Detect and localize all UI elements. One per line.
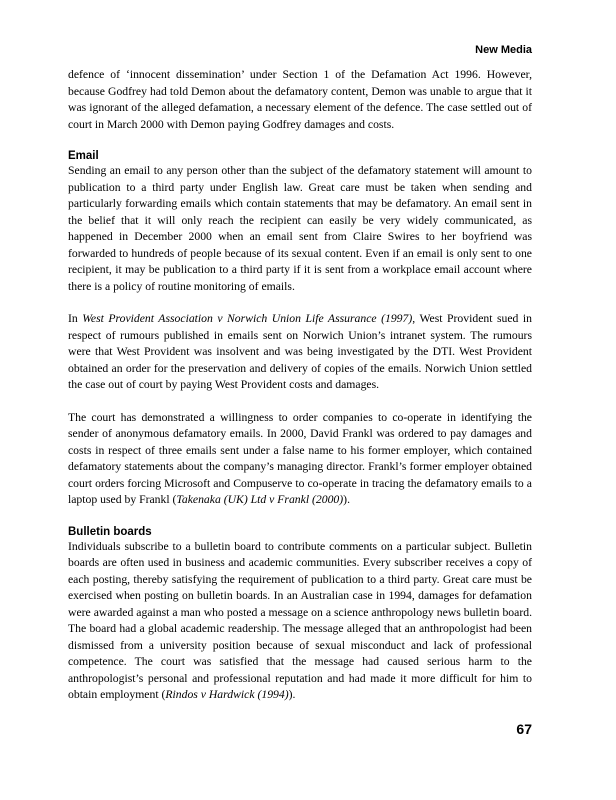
page-body — [68, 67, 532, 704]
case-citation: West Provident Association v Norwich Union Life Assurance (1997) — [82, 312, 413, 325]
email-heading: Email — [68, 150, 99, 162]
running-header: New Media — [475, 44, 532, 56]
email-paragraph-1: Sending an email to any person other than the subject of the defamatory statement will amount to publication to a third party under English law. Great care must be taken when sending and particularly forwarding emails which contain statements that may be defamatory. An email sent in the belief that it will only reach the recipient can easily be very widely communicated, as happened in December 2000 when an email sent from Claire Swires to her boyfriend was forwarded to hundreds of people because of its sexual content. Even if an email is only sent to one recipient, it may be publication to a third party if it is sent from a workplace email account where there is a policy of routine monitoring of emails. — [68, 164, 532, 293]
paragraph-suffix: ). — [288, 688, 296, 701]
paragraph-text: Individuals subscribe to a bulletin board to contribute comments on a particular subject. Bulletin boards are often used in business and academic communities. Every subscriber receives a copy of each posting, thereby satisfying the requirement of publication to a third party. Great care must be exercised when posting on bulletin boards. In an Australian case in 1994, damages for defamation were awarded against a man who posted a message on a science anthropology news bulletin board. The board had a global academic readership. The message alleged that an anthropologist had been dismissed from a university position because of sexual misconduct and lack of professional competence. The court was satisfied that the message had caused serious harm to the anthropologist’s personal and professional reputation and had made it more difficult for him to obtain employment ( — [68, 539, 532, 701]
email-paragraph-3 — [68, 410, 532, 509]
spacer — [68, 133, 532, 149]
paragraph-prefix: In — [68, 312, 83, 325]
paragraph-text: , West Provident sued in respect of rumours published in emails sent on Norwich Union’s intranet system. The rumours were that West Provident was insolvent and was being investigated by the DTI. West Provident obtained an order for the preservation and delivery of copies of the emails. Norwich Union settled the case out of court by paying West Provident costs and damages. — [68, 312, 532, 391]
spacer — [68, 295, 532, 311]
intro-paragraph: defence of ‘innocent dissemination’ under Section 1 of the Defamation Act 1996. However, because Godfrey had told Demon about the defamatory content, Demon was unable to argue that it was ignorant of the alleged defamation, a necessary element of the defence. The case settled out of court in March 2000 with Demon paying Godfrey damages and costs. — [68, 68, 532, 131]
email-paragraph-2 — [68, 311, 532, 394]
bulletin-boards-heading: Bulletin boards — [68, 525, 152, 538]
spacer — [68, 394, 532, 410]
paragraph-text: The court has demonstrated a willingness to order companies to co-operate in identifying the sender of anonymous defamatory emails. In 2000, David Frankl was ordered to pay damages and costs in respect of three emails sent under a false name to his former employer, which contained defamatory statements about the company’s managing director. Frankl’s former employer obtained court orders forcing Microsoft and Compuserve to co-operate in tracing the defamatory emails to a laptop used by Frankl ( — [68, 410, 532, 506]
paragraph-suffix: ). — [343, 493, 350, 506]
bulletin-boards-paragraph — [68, 539, 532, 704]
page-number: 67 — [516, 721, 532, 737]
case-citation: Rindos v Hardwick (1994) — [165, 688, 289, 701]
case-citation: Takenaka (UK) Ltd v Frankl (2000) — [176, 493, 344, 506]
spacer — [68, 509, 532, 525]
